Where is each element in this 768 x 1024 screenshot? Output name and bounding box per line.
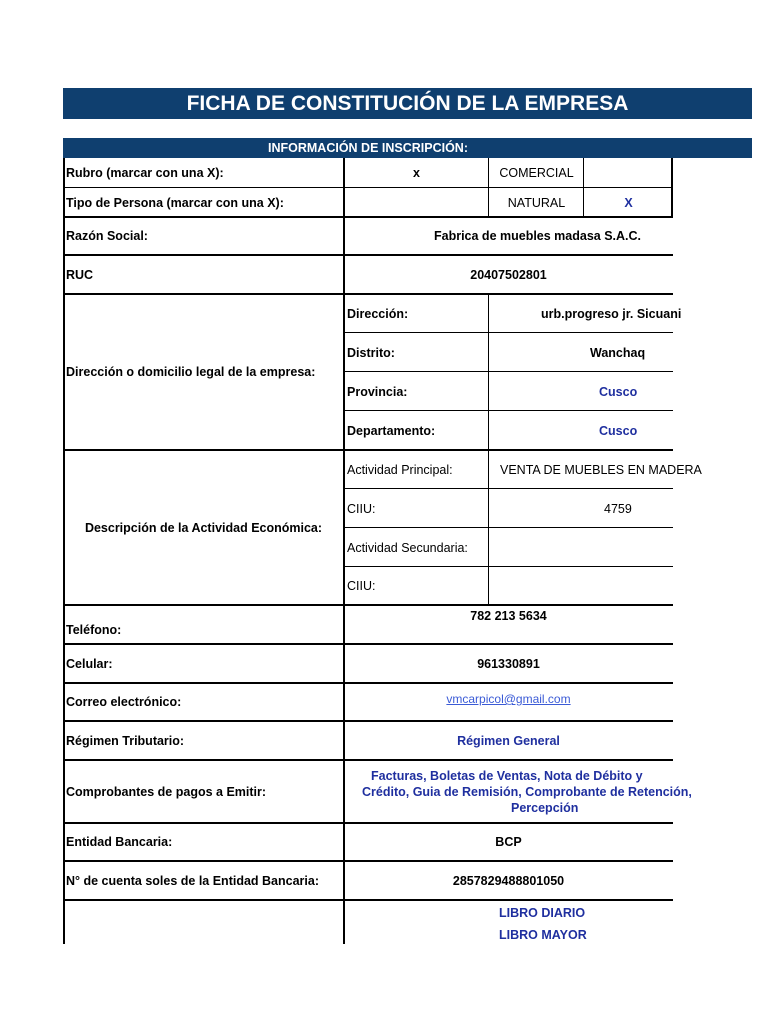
provincia-value[interactable]: Cusco bbox=[599, 384, 638, 399]
grid-line bbox=[344, 527, 673, 528]
provincia-label: Provincia: bbox=[347, 384, 408, 399]
grid-line bbox=[63, 449, 673, 451]
distrito-value[interactable]: Wanchaq bbox=[590, 345, 646, 360]
comprobantes-value[interactable] bbox=[344, 760, 692, 823]
grid-line bbox=[63, 158, 65, 944]
comprobantes-line-2: Crédito, Guia de Remisión, Comprobante de Retención, bbox=[362, 784, 692, 799]
grid-line bbox=[63, 822, 673, 824]
regimen-label: Régimen Tributario: bbox=[66, 733, 185, 748]
correo-link[interactable]: vmcarpicol@gmail.com bbox=[446, 692, 571, 706]
ruc-value[interactable]: 20407502801 bbox=[470, 267, 547, 282]
tipo-persona-label: Tipo de Persona (marcar con una X): bbox=[66, 195, 284, 210]
actividad-principal-value[interactable]: VENTA DE MUEBLES EN MADERA bbox=[500, 462, 702, 477]
grid-line bbox=[343, 158, 345, 944]
grid-line bbox=[63, 720, 673, 722]
page-title: FICHA DE CONSTITUCIÓN DE LA EMPRESA bbox=[63, 88, 752, 119]
libros-label bbox=[63, 900, 344, 944]
ciiu-label: CIIU: bbox=[347, 501, 376, 516]
tipo-persona-option-mark[interactable]: X bbox=[624, 195, 633, 210]
departamento-value[interactable]: Cusco bbox=[599, 423, 638, 438]
ciiu-secundaria-label: CIIU: bbox=[347, 579, 376, 593]
rubro-option: COMERCIAL bbox=[499, 166, 574, 180]
grid-line bbox=[344, 488, 673, 489]
comprobantes-line-3: Percepción bbox=[511, 800, 579, 815]
grid-line bbox=[63, 759, 673, 761]
grid-line bbox=[63, 643, 673, 645]
razon-social-label: Razón Social: bbox=[66, 229, 148, 243]
rubro-label: Rubro (marcar con una X): bbox=[66, 166, 224, 180]
ciiu-secundaria-value[interactable] bbox=[488, 567, 673, 605]
comprobantes-label: Comprobantes de pagos a Emitir: bbox=[66, 784, 267, 799]
celular-value[interactable]: 961330891 bbox=[477, 656, 540, 671]
section-header bbox=[63, 138, 752, 158]
comprobantes-line-1: Facturas, Boletas de Ventas, Nota de Débito y bbox=[371, 768, 643, 783]
libro-diario: LIBRO DIARIO bbox=[499, 906, 586, 920]
grid-line bbox=[63, 899, 673, 901]
grid-line bbox=[63, 293, 673, 295]
celular-label: Celular: bbox=[66, 656, 113, 671]
cuenta-value[interactable]: 2857829488801050 bbox=[452, 873, 565, 888]
actividad-label: Descripción de la Actividad Económica: bbox=[84, 520, 323, 535]
correo-cell bbox=[344, 683, 673, 721]
tipo-persona-option: NATURAL bbox=[507, 195, 566, 210]
direccion-label: Dirección o domicilio legal de la empresa: bbox=[66, 365, 316, 379]
tipo-persona-mark[interactable] bbox=[344, 188, 489, 217]
grid-line bbox=[63, 860, 673, 862]
ciiu-value[interactable]: 4759 bbox=[604, 501, 632, 516]
libros-list bbox=[344, 900, 673, 944]
form-grid bbox=[63, 158, 702, 944]
grid-line bbox=[63, 254, 673, 256]
actividad-secundaria-value[interactable] bbox=[488, 528, 673, 567]
regimen-value[interactable]: Régimen General bbox=[457, 733, 560, 748]
direccion-value[interactable]: urb.progreso jr. Sicuani bbox=[541, 306, 682, 321]
libro-mayor: LIBRO MAYOR bbox=[499, 928, 587, 942]
grid-line bbox=[344, 332, 673, 333]
cuenta-label: N° de cuenta soles de la Entidad Bancaria: bbox=[66, 873, 319, 888]
direccion-row-label: Dirección: bbox=[347, 306, 409, 321]
grid-line bbox=[63, 216, 673, 218]
grid-line bbox=[63, 604, 673, 606]
grid-line bbox=[344, 566, 673, 567]
grid-line bbox=[344, 371, 673, 372]
departamento-label: Departamento: bbox=[347, 423, 436, 438]
entidad-value[interactable]: BCP bbox=[495, 835, 522, 849]
grid-line bbox=[63, 682, 673, 684]
section-header-label: INFORMACIÓN DE INSCRIPCIÓN: bbox=[268, 141, 468, 155]
rubro-mark[interactable]: x bbox=[413, 166, 420, 180]
correo-label: Correo electrónico: bbox=[66, 695, 182, 709]
distrito-label: Distrito: bbox=[347, 345, 395, 360]
grid-line bbox=[344, 410, 673, 411]
telefono-label: Teléfono: bbox=[66, 622, 122, 637]
telefono-value[interactable]: 782 213 5634 bbox=[470, 609, 547, 623]
entidad-label: Entidad Bancaria: bbox=[66, 835, 173, 849]
actividad-secundaria-label: Actividad Secundaria: bbox=[347, 540, 468, 555]
actividad-principal-label: Actividad Principal: bbox=[347, 462, 453, 477]
ruc-label: RUC bbox=[66, 267, 94, 282]
grid-line bbox=[63, 187, 673, 188]
razon-social-value[interactable]: Fabrica de muebles madasa S.A.C. bbox=[434, 229, 642, 243]
rubro-option-mark[interactable] bbox=[584, 158, 673, 188]
